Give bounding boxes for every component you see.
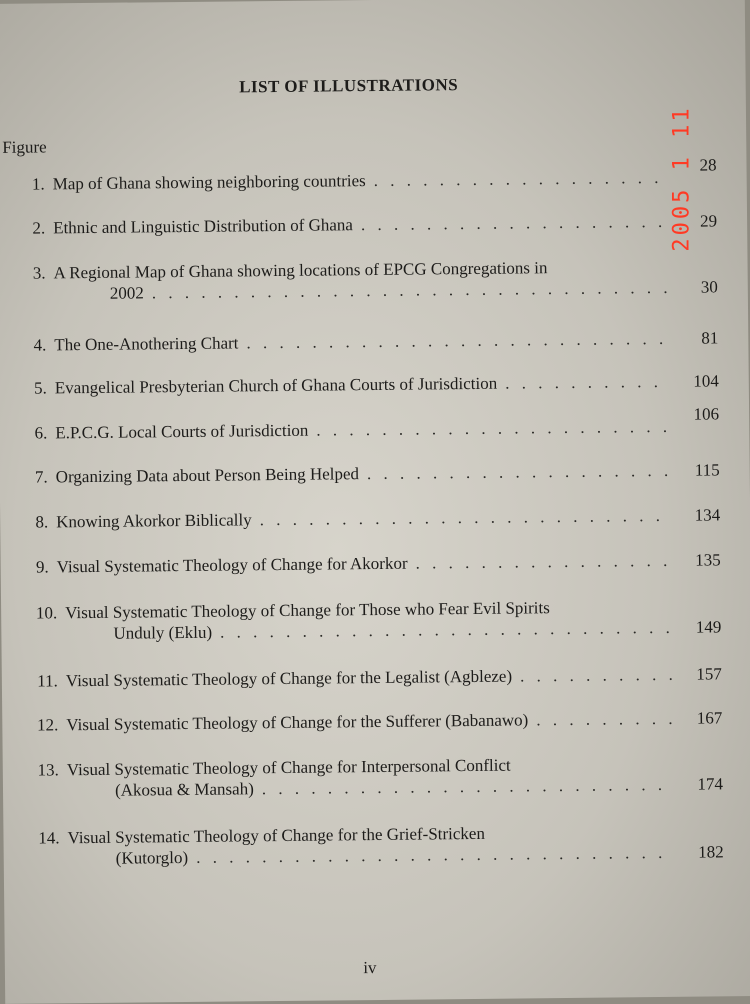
entry-number: 5. [33, 378, 47, 398]
leader-dots [246, 328, 668, 353]
entry-number: 9. [35, 557, 49, 577]
list-item [0, 327, 718, 356]
entry-title: The One-Anothering Chart [54, 333, 239, 355]
list-item [0, 370, 719, 399]
leader-dots [152, 277, 668, 303]
entry-title: Visual Systematic Theology of Change for the Grief-Stricken [67, 823, 486, 848]
entry-title: Visual Systematic Theology of Change for the Legalist (Agbleze) [65, 666, 513, 691]
entry-title: A Regional Map of Ghana showing locations of EPCG Congregations in [53, 258, 548, 283]
entry-title: E.P.C.G. Local Courts of Jurisdiction [55, 420, 309, 443]
entry-page: 134 [694, 505, 721, 525]
leader-dots [505, 371, 669, 394]
leader-dots [220, 617, 672, 643]
entry-title: Ethnic and Linguistic Distribution of Ghana [53, 215, 354, 238]
entry-page: 167 [696, 708, 723, 728]
entry-page: 106 [693, 404, 720, 424]
entry-number: 4. [33, 335, 47, 355]
leader-dots [196, 842, 674, 868]
list-item [3, 752, 723, 802]
entry-title-continued: Unduly (Eklu) [113, 622, 213, 643]
leader-dots [316, 416, 669, 441]
list-item [0, 255, 718, 305]
leader-dots [262, 774, 673, 799]
entry-title-continued: (Akosua & Mansah) [114, 779, 254, 800]
list-item [2, 663, 722, 692]
list-item [2, 707, 722, 736]
entry-title: Map of Ghana showing neighboring countries [52, 171, 366, 194]
leader-dots [374, 167, 667, 191]
leader-dots [361, 211, 667, 235]
page-title: LIST OF ILLUSTRATIONS [239, 75, 459, 97]
entry-number: 10. [35, 603, 58, 623]
entry-page: 182 [698, 842, 724, 862]
entry-title: Visual Systematic Theology of Change for the Sufferer (Babanawo) [66, 710, 529, 735]
leader-dots [260, 505, 671, 530]
list-item [0, 459, 720, 488]
list-item [0, 210, 717, 239]
entry-page: 157 [696, 664, 722, 684]
entry-page: 104 [693, 371, 719, 391]
entry-title: Visual Systematic Theology of Change for Interpersonal Conflict [66, 755, 511, 780]
list-item [1, 549, 721, 578]
entry-title: Knowing Akorkor Biblically [56, 510, 252, 532]
figure-column-label: Figure [2, 137, 47, 157]
entry-number: 7. [34, 467, 48, 487]
entry-title: Visual Systematic Theology of Change for Akorkor [56, 553, 408, 577]
entry-number: 12. [36, 715, 59, 735]
entry-number: 14. [38, 828, 60, 848]
leader-dots [415, 550, 670, 574]
list-item [3, 820, 723, 870]
entry-page: 29 [699, 211, 718, 231]
entry-number: 3. [32, 263, 46, 283]
entry-page: 81 [701, 328, 719, 348]
entry-page: 149 [695, 617, 722, 637]
page-number: iv [363, 958, 377, 978]
entry-page: 30 [700, 277, 718, 297]
entry-page: 28 [699, 155, 717, 175]
entry-number: 11. [37, 671, 58, 691]
date-stamp-text: 2005 1 11 [669, 104, 695, 252]
entry-title: Visual Systematic Theology of Change for Those who Fear Evil Spirits [65, 598, 550, 623]
entry-page: 135 [695, 550, 721, 570]
entry-number: 13. [37, 760, 59, 780]
entry-number: 6. [34, 423, 48, 443]
leader-dots [520, 664, 672, 687]
entry-number: 1. [31, 174, 45, 194]
entry-page: 174 [697, 774, 724, 794]
leader-dots [367, 460, 670, 484]
entry-title: Organizing Data about Person Being Helped [55, 464, 360, 487]
entry-title-continued: (Kutorglo) [115, 847, 189, 868]
list-item [0, 155, 717, 195]
entry-page: 115 [694, 460, 720, 480]
entry-title-continued: 2002 [109, 283, 144, 303]
leader-dots [536, 708, 672, 730]
list-item [1, 595, 721, 645]
camera-date-stamp [662, 98, 702, 258]
list-item [0, 504, 720, 533]
entry-number: 8. [35, 512, 49, 532]
entry-number: 2. [32, 218, 46, 238]
entry-title: Evangelical Presbyterian Church of Ghana Courts of Jurisdiction [54, 373, 498, 398]
list-item [0, 404, 720, 444]
